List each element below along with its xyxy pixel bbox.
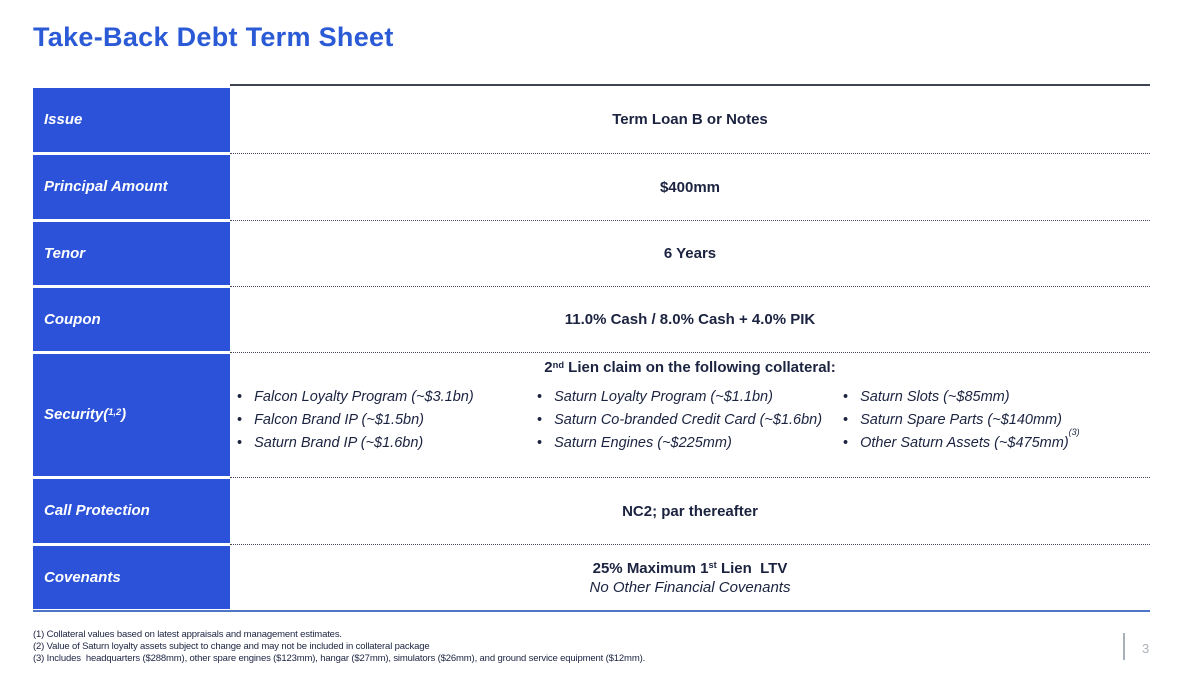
row-value-principal-amount: [230, 153, 1150, 220]
collateral-columns: [230, 390, 1150, 459]
row-value-text: Term Loan B or Notes: [612, 111, 768, 128]
collateral-item: • Saturn Spare Parts (~$140mm): [843, 413, 1150, 428]
table-row-issue: [33, 86, 1150, 153]
table-row-tenor: [33, 220, 1150, 286]
covenants-line-2: No Other Financial Covenants: [589, 578, 791, 596]
row-label-text: Tenor: [44, 244, 86, 262]
row-label-text: Issue: [44, 111, 83, 128]
row-value-call-protection: [230, 477, 1150, 544]
row-value-tenor: [230, 220, 1150, 286]
collateral-column-1: [230, 390, 530, 459]
row-label-call-protection: [33, 479, 230, 543]
table-row-call-protection: [33, 477, 1150, 544]
row-value-covenants: [230, 544, 1150, 610]
table-row-security: [33, 352, 1150, 477]
row-value-text: $400mm: [659, 178, 721, 196]
covenants-line-1: 25% Maximum 1st Lien LTV: [592, 559, 788, 577]
row-label-text: Security($^{1,2}$): [44, 406, 127, 423]
row-value-text: 11.0% Cash / 8.0% Cash + 4.0% PIK: [564, 311, 816, 328]
table-row-principal-amount: [33, 153, 1150, 220]
footnote-2: (2) Value of Saturn loyalty assets subject to change and may not be included in collateral package: [33, 641, 430, 652]
collateral-item: • Saturn Co-branded Credit Card (~$1.6bn): [537, 413, 836, 428]
row-label-text: Covenants: [44, 568, 121, 586]
collateral-item: • Other Saturn Assets (~$475mm) (3): [843, 436, 1150, 451]
term-sheet-table: [33, 86, 1150, 612]
footnote-ref-1-2: 1,2: [108, 406, 122, 417]
collateral-item: • Saturn Slots (~$85mm): [843, 390, 1150, 405]
collateral-header: 2nd Lien claim on the following collateral:: [544, 359, 836, 376]
row-value-security: [230, 352, 1150, 477]
collateral-item: • Saturn Engines (~$225mm): [537, 436, 836, 451]
collateral-item: • Saturn Brand IP (~$1.6bn): [237, 436, 530, 451]
page-number: 3: [1142, 641, 1150, 656]
row-label-text: Principal Amount: [44, 178, 168, 195]
row-value-issue: [230, 86, 1150, 153]
row-label-issue: [33, 88, 230, 152]
collateral-item: • Saturn Loyalty Program (~$1.1bn): [537, 390, 836, 405]
page-title: Take-Back Debt Term Sheet: [33, 22, 394, 52]
row-label-principal-amount: [33, 155, 230, 219]
row-label-text: Coupon: [44, 310, 101, 328]
footer-divider: [1123, 633, 1125, 660]
collateral-item: • Falcon Brand IP (~$1.5bn): [237, 413, 530, 428]
ordinal-superscript: st: [708, 560, 717, 571]
row-value-text: NC2; par thereafter: [622, 502, 758, 520]
row-label-tenor: [33, 222, 230, 285]
row-label-security: [33, 354, 230, 476]
collateral-item: • Falcon Loyalty Program (~$3.1bn): [237, 390, 530, 405]
footnotes: [33, 629, 645, 665]
collateral-column-2: [530, 390, 836, 459]
row-value-coupon: [230, 286, 1150, 352]
row-label-covenants: [33, 546, 230, 609]
footnote-3: (3) Includes headquarters ($288mm), other spare engines ($123mm), hangar ($27mm), simulators ($26mm), and ground service equipment ($12mm).: [33, 653, 646, 664]
footnote-1: (1) Collateral values based on latest appraisals and management estimates.: [33, 629, 342, 640]
collateral-column-3: [836, 390, 1150, 459]
table-row-covenants: [33, 544, 1150, 610]
row-label-coupon: [33, 288, 230, 351]
footnote-ref-3: (3): [1068, 426, 1080, 437]
row-value-text: 6 Years: [663, 245, 717, 262]
table-row-coupon: [33, 286, 1150, 352]
ordinal-superscript: nd: [552, 359, 564, 370]
row-label-text: Call Protection: [44, 502, 150, 519]
